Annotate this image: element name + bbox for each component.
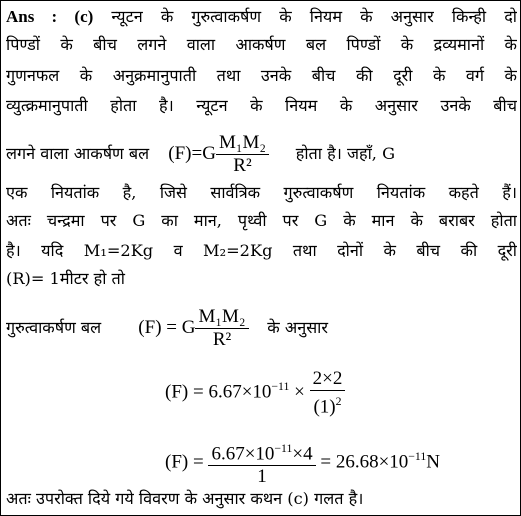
answer-line-6: एक नियतांक है, जिसे सार्वत्रिक गुरुत्वाकर्षण नियतांक कहते हैं। (6, 183, 517, 202)
answer-line-3: गुणनफल के अनुक्रमानुपाती तथा उनके बीच की दूरी के वर्ग के (6, 66, 517, 85)
answer-line-2: पिण्डों के बीच लगने वाला आकर्षण बल पिण्डों के द्रव्यमानों के (6, 35, 517, 54)
step2-den-exponent: 2 (335, 394, 342, 408)
answer-line-5 (6, 129, 517, 179)
force-label: गुरुत्वाकर्षण बल (6, 318, 102, 337)
step3-num-times: ×4 (292, 443, 313, 465)
formula-fraction (216, 133, 269, 176)
step2-value: = 6.67×10 (192, 381, 272, 403)
answer-line-1 (6, 5, 517, 29)
formula-denominator: R² (233, 155, 252, 177)
step3-unit: N (426, 451, 440, 473)
step3-result: = 26.68×10 (320, 451, 409, 473)
inline-formula (168, 132, 273, 177)
step-3-equation (165, 425, 440, 489)
answer-line-4: व्युत्क्रमानुपाती होता है। न्यूटन के नियम के अनुसार उनके बीच (6, 96, 517, 115)
force-suffix: के अनुसार (267, 318, 328, 337)
step3-num-value: 6.67×10 (211, 443, 275, 465)
formula-eq: = (191, 143, 203, 164)
answer-text-1: न्यूटन के गुरुत्वाकर्षण के नियम के अनुसार किन्ही दो (111, 7, 517, 26)
step3-denominator: 1 (257, 466, 267, 488)
formula-G: G (202, 143, 216, 164)
force-line (6, 303, 517, 353)
step3-fraction (208, 439, 315, 487)
step2-numerator: 2×2 (310, 369, 346, 391)
answer-text-5b: होता है। जहाँ, G (295, 144, 396, 163)
step3-result-exponent: −11 (408, 450, 427, 463)
step3-lhs: (F) (165, 451, 189, 473)
step-2-equation (165, 355, 345, 419)
formula-numerator: M₁M₂ (216, 133, 269, 155)
force-numerator: M₁M₂ (195, 307, 248, 329)
step2-exponent: −11 (271, 380, 290, 393)
answer-line-9: (R)= 1मीटर हो तो (6, 269, 125, 288)
step2-fraction (310, 369, 346, 417)
force-G: G (181, 317, 196, 338)
step2-times: × (294, 381, 305, 403)
answer-text-5a: लगने वाला आकर्षण बल (6, 144, 150, 163)
force-formula (138, 306, 253, 351)
answer-line-8: है। यदि M₁=2Kg व M₂=2Kg तथा दोनों के बीच की दूरी (6, 241, 517, 260)
step3-eq: = (192, 451, 204, 473)
formula-lhs: (F) (168, 143, 192, 164)
step3-num-exponent: −11 (274, 441, 293, 455)
step2-den-base: (1) (313, 396, 336, 418)
step2-denominator (310, 391, 346, 417)
force-fraction (195, 307, 248, 350)
step2-lhs: (F) (165, 381, 189, 403)
answer-label: Ans : (c) (6, 7, 94, 26)
answer-line-7: अतः चन्द्रमा पर G का मान, पृथ्वी पर G के मान के बराबर होता (6, 211, 517, 230)
step3-numerator (208, 439, 315, 466)
force-lhs: (F) (138, 317, 162, 338)
conclusion-line: अतः उपरोक्त दिये गये विवरण के अनुसार कथन (c) गलत है। (6, 489, 364, 508)
force-denominator: R² (212, 329, 232, 351)
force-eq: = (166, 317, 177, 338)
